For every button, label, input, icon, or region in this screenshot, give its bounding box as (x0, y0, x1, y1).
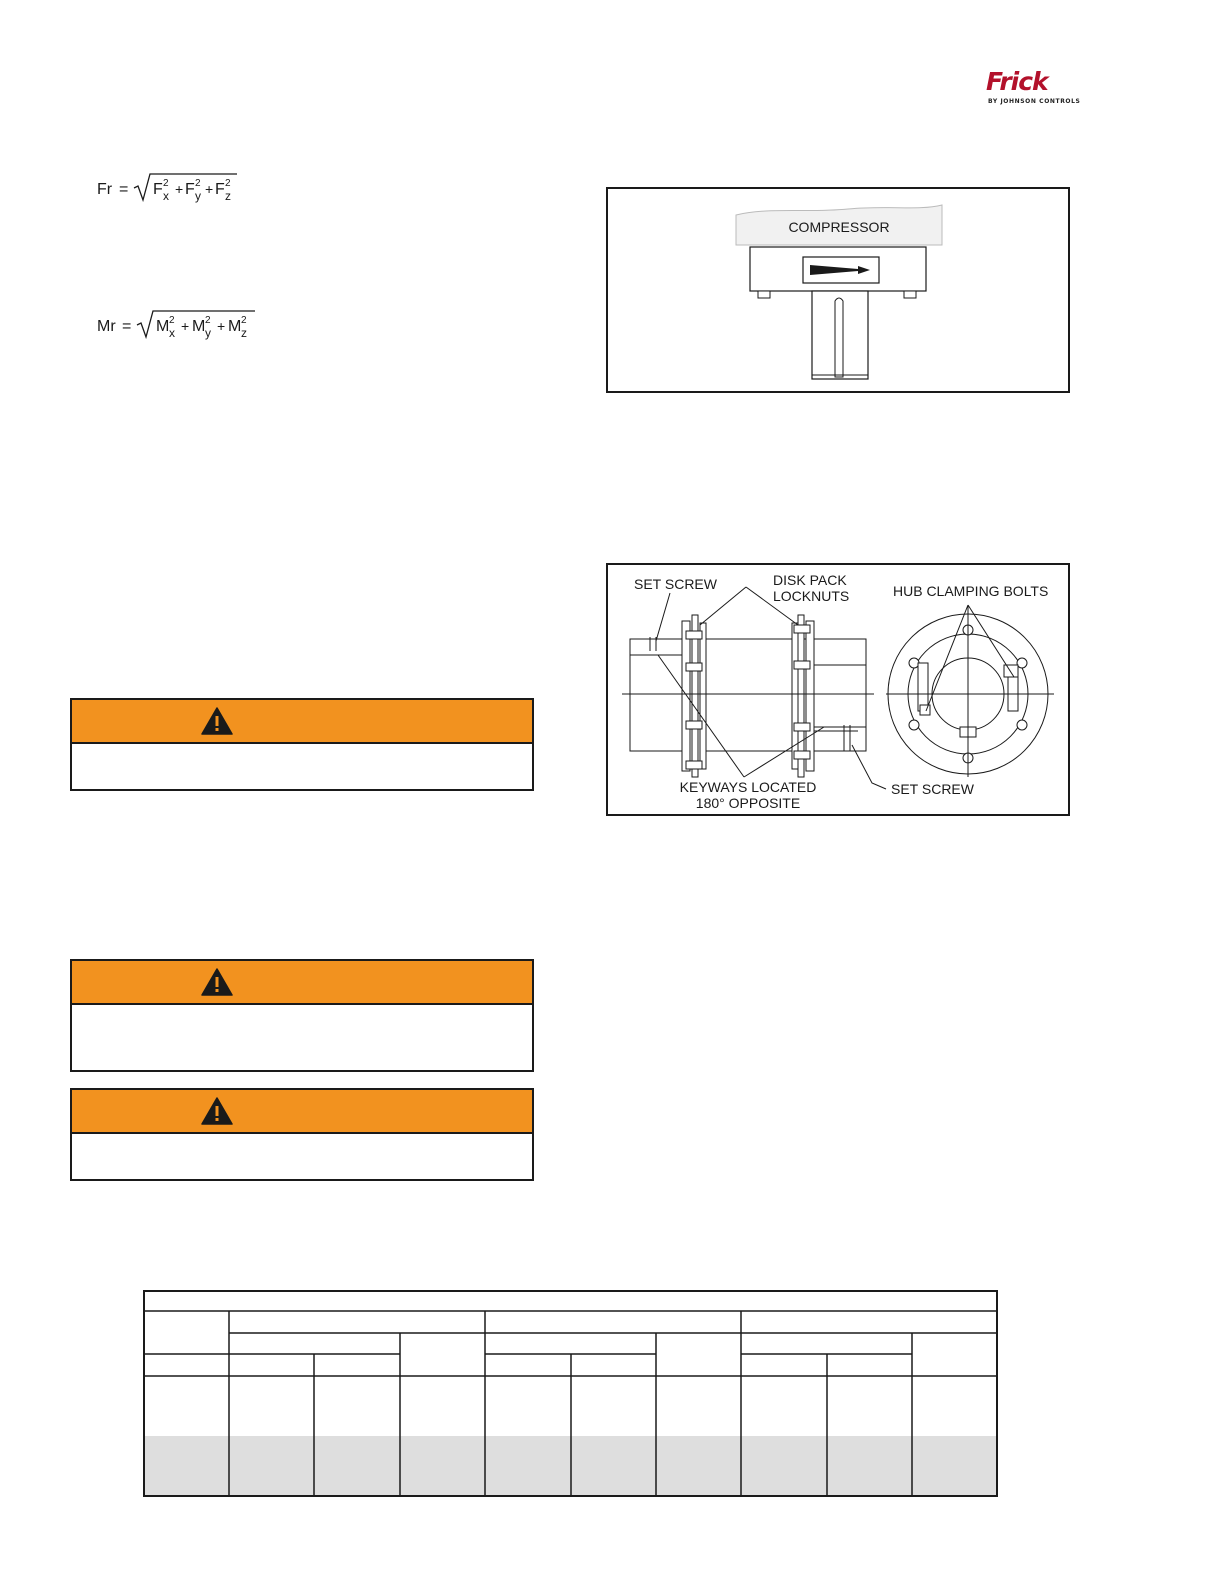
moment-resultant-formula (97, 307, 267, 347)
frick-logo (986, 67, 1081, 110)
formula-eq: = (119, 181, 129, 198)
plus: + (205, 181, 214, 197)
term-mz: M (228, 318, 242, 335)
sup: 2 (169, 315, 175, 326)
label-disk-pack: DISK PACK (773, 572, 847, 588)
warning-header (72, 700, 532, 744)
sub: x (169, 326, 175, 340)
logo-tagline: BY JOHNSON CONTROLS (988, 98, 1081, 105)
sup: 2 (225, 178, 231, 189)
warning-triangle-icon (201, 707, 233, 735)
label-hub-clamping-bolts: HUB CLAMPING BOLTS (893, 583, 1049, 599)
coupling-figure (606, 563, 1070, 816)
foot (904, 291, 916, 298)
warning-box (70, 959, 534, 1072)
compressor-label: COMPRESSOR (788, 219, 890, 235)
shaft-keyway (835, 298, 843, 377)
sub: z (241, 326, 247, 340)
warning-header (72, 961, 532, 1005)
formula-eq: = (122, 318, 132, 335)
warning-triangle-icon (201, 1097, 233, 1125)
sup: 2 (241, 315, 247, 326)
term-mx: M (156, 318, 170, 335)
warning-header (72, 1090, 532, 1134)
label-set-screw-bottom: SET SCREW (891, 781, 974, 797)
plus: + (217, 318, 226, 334)
warning-box (70, 1088, 534, 1181)
term-fz: F (215, 181, 225, 198)
label-locknuts: LOCKNUTS (773, 588, 850, 604)
term-fx: F (153, 181, 163, 198)
plus: + (181, 318, 190, 334)
foot (758, 291, 770, 298)
label-180-opposite: 180° OPPOSITE (695, 795, 801, 811)
data-table (143, 1290, 998, 1497)
label-keyways: KEYWAYS LOCATED (679, 779, 817, 795)
warning-triangle-icon (201, 968, 233, 996)
compressor-rotation-figure (606, 187, 1070, 393)
sub: y (205, 326, 211, 340)
formula-lhs: Mr (97, 318, 116, 335)
coupling-side-view (630, 615, 866, 777)
formula-lhs: Fr (97, 181, 113, 198)
label-set-screw-top: SET SCREW (634, 576, 717, 592)
sup: 2 (195, 178, 201, 189)
sub: x (163, 189, 169, 203)
warning-box (70, 698, 534, 791)
force-resultant-formula (97, 170, 257, 210)
term-fy: F (185, 181, 195, 198)
sub: z (225, 189, 231, 203)
plus: + (175, 181, 184, 197)
sup: 2 (163, 178, 169, 189)
sub: y (195, 189, 201, 203)
sup: 2 (205, 315, 211, 326)
term-my: M (192, 318, 206, 335)
logo-wordmark: Frick (986, 67, 1048, 96)
